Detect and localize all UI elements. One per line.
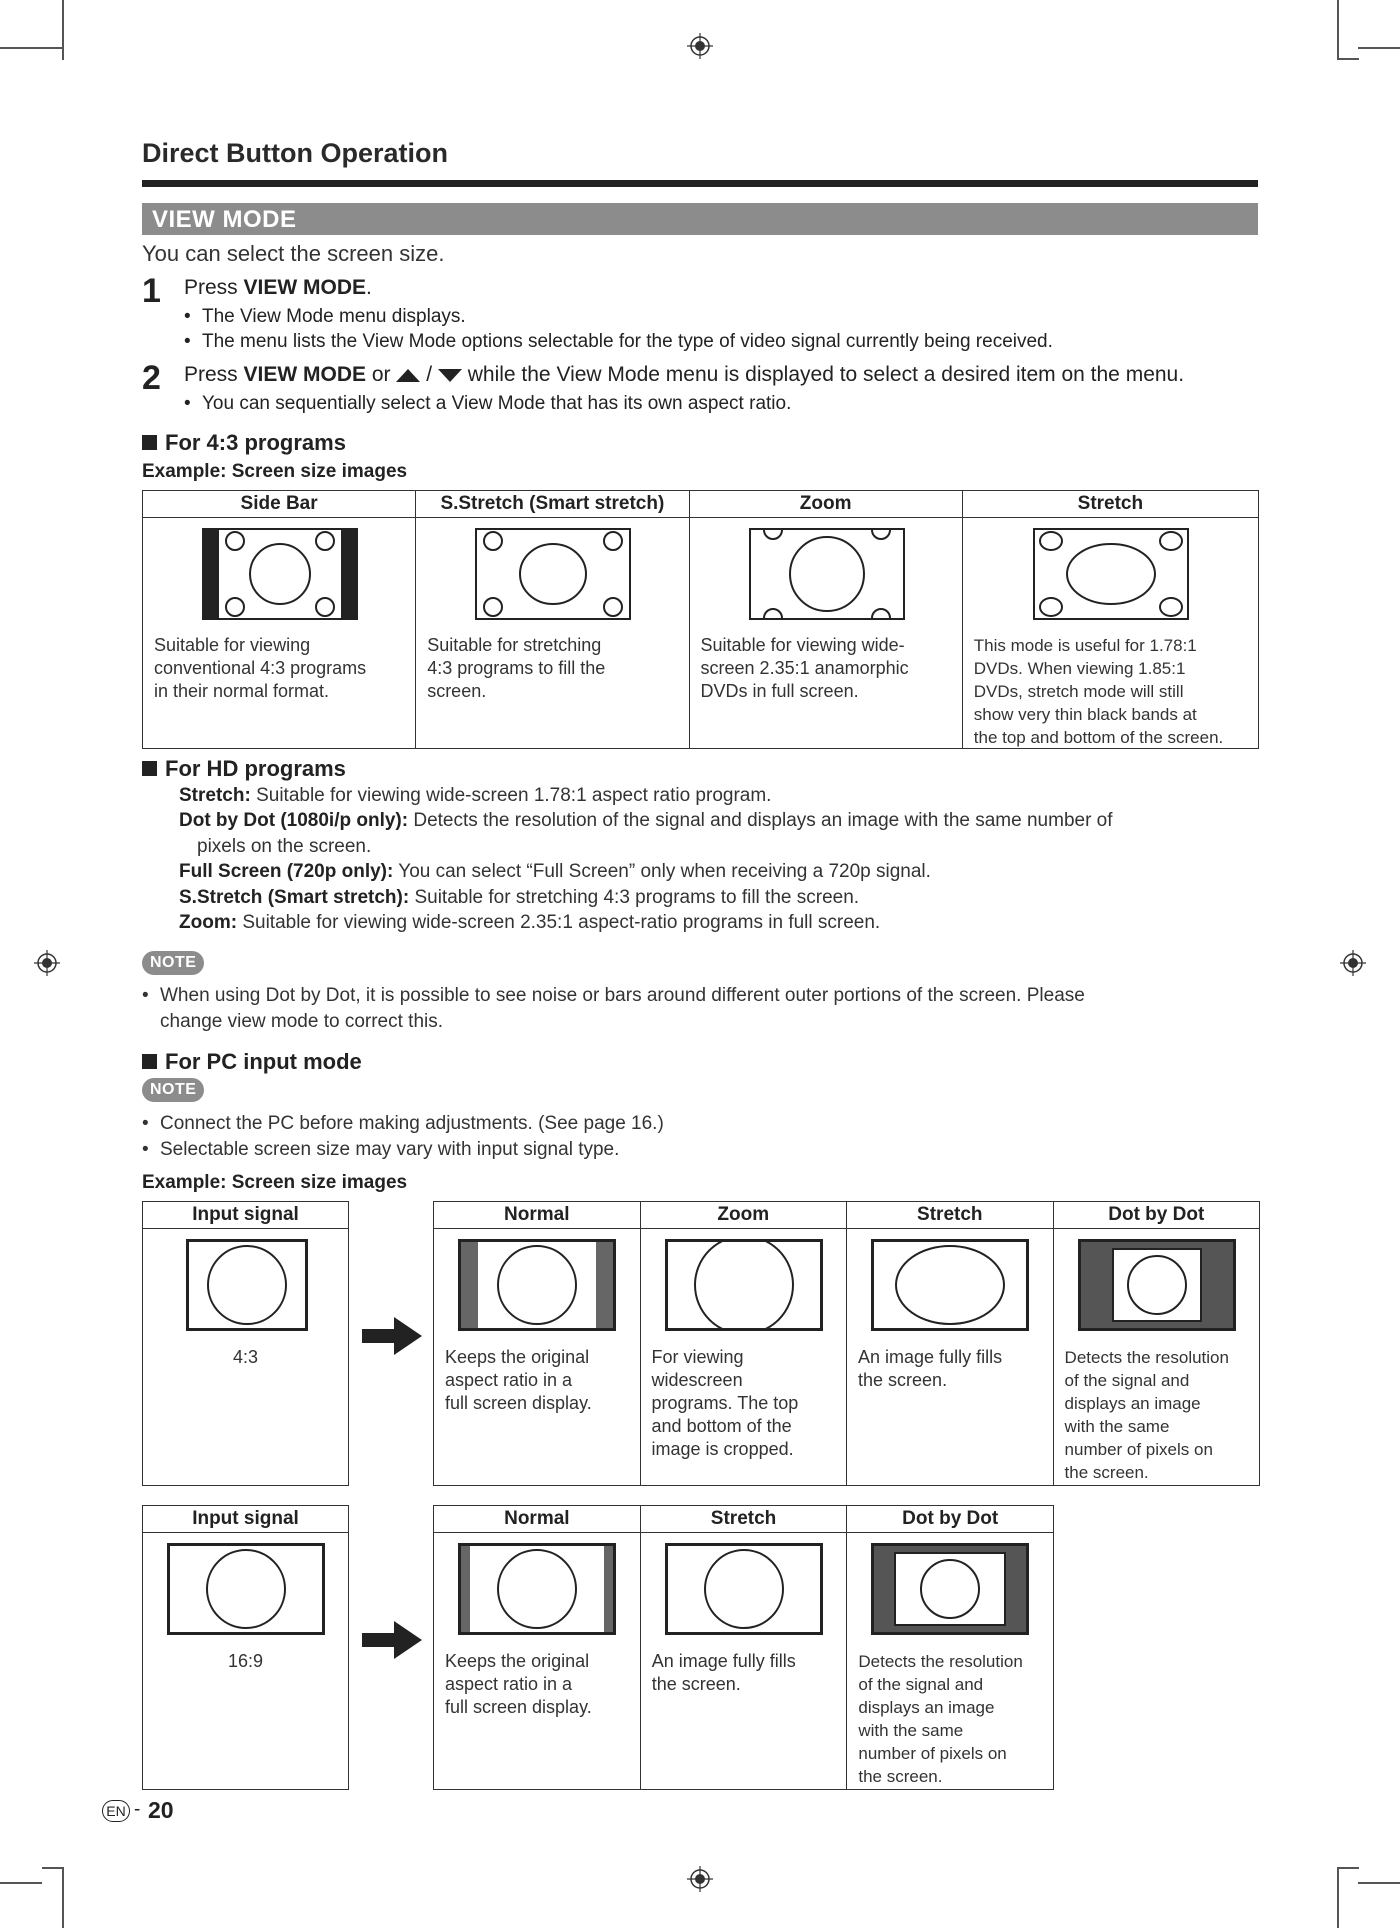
desc-line: 4:3 programs to fill the [427, 658, 606, 678]
hd-heading [142, 756, 346, 782]
input-ratio-label: 16:9 [227, 1651, 264, 1671]
hd-item-text: Detects the resolution of the signal and displays an image with the same number of [408, 810, 1113, 831]
pc-169-modes-table [433, 1505, 1054, 1790]
step-2-text [184, 363, 1184, 387]
note-line: Selectable screen size may vary with input signal type. [160, 1139, 620, 1160]
dot-by-dot-screen-image [871, 1543, 1029, 1635]
col-header-s-stretch: S.Stretch (Smart stretch) [416, 491, 689, 518]
hd-item [197, 836, 371, 858]
stretch-screen-image [1033, 528, 1189, 620]
s-stretch-screen-image [475, 528, 631, 620]
normal-screen-image [458, 1543, 616, 1635]
hd-item-label: S.Stretch (Smart stretch): [179, 887, 410, 908]
registration-mark-icon [34, 950, 60, 976]
note-line: Connect the PC before making adjustments. (See page 16.) [160, 1113, 664, 1134]
hd-item-text: Suitable for viewing wide-screen 2.35:1 aspect-ratio programs in full screen. [237, 912, 881, 933]
registration-mark-icon [687, 1866, 713, 1892]
desc-line: the top and bottom of the screen. [973, 728, 1224, 747]
side-bar-description [154, 634, 366, 703]
input-signal-header: Input signal [143, 1202, 349, 1229]
desc-line: full screen display. [445, 1393, 592, 1413]
desc-line: show very thin black bands at [973, 705, 1197, 724]
registration-mark-icon [1340, 950, 1366, 976]
step-number: 1 [142, 272, 161, 310]
normal-screen-image [458, 1239, 616, 1331]
step-1-bullet: • The View Mode menu displays. [202, 306, 466, 328]
input-ratio-label: 4:3 [232, 1347, 259, 1367]
language-badge: EN [102, 1800, 130, 1822]
desc-line: the screen. [651, 1674, 741, 1694]
dot-by-dot-screen-image [1078, 1239, 1236, 1331]
step-1-text [184, 276, 372, 300]
note-text: • When using Dot by Dot, it is possible to see noise or bars around different outer portions of the screen. Please change view mode to correct this. [142, 983, 1085, 1035]
stretch-screen-image [665, 1543, 823, 1635]
col-header-zoom: Zoom [640, 1202, 846, 1229]
hd-heading-text: For HD programs [165, 756, 346, 781]
down-arrow-icon [438, 368, 462, 382]
pc-heading-text: For PC input mode [165, 1049, 362, 1074]
note-line: When using Dot by Dot, it is possible to see noise or bars around different outer portions of the screen. Please [160, 985, 1085, 1006]
col-header-stretch: Stretch [847, 1202, 1054, 1229]
col-header-stretch: Stretch [640, 1506, 847, 1533]
desc-line: DVDs in full screen. [700, 681, 859, 701]
desc-line: Detects the resolution [1064, 1348, 1229, 1367]
step-1-bullet: • The menu lists the View Mode options selectable for the type of video signal currently being received. [202, 331, 1053, 353]
view-mode-key-label: VIEW MODE [243, 276, 367, 299]
col-header-dot-by-dot: Dot by Dot [847, 1506, 1054, 1533]
section-title: VIEW MODE [152, 206, 297, 233]
desc-line: screen 2.35:1 anamorphic [700, 658, 909, 678]
section-bar [142, 203, 1258, 235]
stretch-description [858, 1346, 1002, 1392]
hd-item-text: Suitable for stretching 4:3 programs to fill the screen. [409, 887, 860, 908]
section-intro: You can select the screen size. [142, 241, 445, 266]
hd-item [179, 861, 931, 883]
desc-line: Keeps the original [445, 1347, 590, 1367]
desc-line: full screen display. [445, 1697, 592, 1717]
hd-item [179, 887, 859, 909]
step-1-pre: Press [184, 276, 244, 299]
zoom-screen-image [749, 528, 905, 620]
zoom-screen-image [665, 1239, 823, 1331]
desc-line: the screen. [858, 1370, 948, 1390]
step-2-pre: Press [184, 363, 244, 386]
desc-line: aspect ratio in a [445, 1674, 573, 1694]
desc-line: and bottom of the [651, 1416, 792, 1436]
col-header-dot-by-dot: Dot by Dot [1053, 1202, 1259, 1229]
view-mode-key-label: VIEW MODE [243, 363, 367, 386]
col-header-side-bar: Side Bar [143, 491, 416, 518]
example-heading: Example: Screen size images [142, 461, 408, 482]
desc-line: DVDs, stretch mode will still [973, 682, 1184, 701]
step-2-mid: or [366, 363, 397, 386]
pc-notes: • Connect the PC before making adjustments. (See page 16.) • Selectable screen size may vary with input signal type. [142, 1113, 664, 1160]
desc-line: Detects the resolution [858, 1652, 1023, 1671]
desc-line: widescreen [651, 1370, 743, 1390]
programs43-heading [142, 430, 346, 456]
desc-line: screen. [427, 681, 487, 701]
input-169-screen-image [167, 1543, 325, 1635]
desc-line: Suitable for viewing [154, 635, 311, 655]
normal-description [445, 1650, 592, 1719]
col-header-normal: Normal [434, 1506, 641, 1533]
registration-mark-icon [687, 33, 713, 59]
stretch-screen-image [871, 1239, 1029, 1331]
hd-item [179, 810, 1113, 832]
desc-line: aspect ratio in a [445, 1370, 573, 1390]
input-signal-table [142, 1505, 349, 1790]
desc-line: in their normal format. [154, 681, 330, 701]
step-2-bullet: • You can sequentially select a View Mode that has its own aspect ratio. [202, 393, 791, 415]
desc-line: Keeps the original [445, 1651, 590, 1671]
desc-line: For viewing [651, 1347, 744, 1367]
programs43-heading-text: For 4:3 programs [165, 430, 346, 455]
desc-line: of the signal and [1064, 1371, 1190, 1390]
page-dash: - [134, 1799, 141, 1820]
hd-item-text: You can select “Full Screen” only when receiving a 720p signal. [393, 861, 931, 882]
desc-line: number of pixels on [1064, 1440, 1213, 1459]
hd-item-label: Full Screen (720p only): [179, 861, 394, 882]
desc-line: displays an image [858, 1698, 995, 1717]
hd-item-text: Suitable for viewing wide-screen 1.78:1 aspect ratio program. [250, 785, 772, 806]
desc-line: number of pixels on [858, 1744, 1007, 1763]
hd-item [179, 785, 771, 807]
hd-item-label: Zoom: [179, 912, 238, 933]
desc-line: the screen. [858, 1767, 943, 1786]
programs43-table [142, 490, 1259, 749]
desc-line: programs. The top [651, 1393, 799, 1413]
desc-line: This mode is useful for 1.78:1 [973, 636, 1197, 655]
desc-line: An image fully fills [858, 1347, 1003, 1367]
hd-item-text: pixels on the screen. [197, 836, 372, 857]
note-line: change view mode to correct this. [160, 1011, 444, 1032]
desc-line: DVDs. When viewing 1.85:1 [973, 659, 1186, 678]
desc-line: of the signal and [858, 1675, 984, 1694]
step-1-post: . [366, 276, 372, 299]
arrow-right-icon [362, 1621, 422, 1659]
note-badge: NOTE [142, 1078, 204, 1102]
stretch-description [652, 1650, 796, 1696]
page-title: Direct Button Operation [142, 138, 449, 168]
header-rule [142, 180, 1258, 187]
step-number: 2 [142, 359, 161, 397]
zoom-description [652, 1346, 799, 1461]
dot-by-dot-description [1065, 1346, 1229, 1484]
col-header-zoom: Zoom [689, 491, 962, 518]
hd-item-label: Dot by Dot (1080i/p only): [179, 810, 409, 831]
normal-description [445, 1346, 592, 1415]
pc-heading [142, 1049, 362, 1075]
dot-by-dot-description [858, 1650, 1022, 1788]
input-43-screen-image [186, 1239, 308, 1331]
desc-line: Suitable for stretching [427, 635, 602, 655]
desc-line: with the same [1064, 1417, 1170, 1436]
arrow-right-icon [362, 1317, 422, 1355]
s-stretch-description [427, 634, 605, 703]
desc-line: image is cropped. [651, 1439, 794, 1459]
desc-line: displays an image [1064, 1394, 1201, 1413]
zoom-description [701, 634, 909, 703]
hd-item-label: Stretch: [179, 785, 251, 806]
desc-line: Suitable for viewing wide- [700, 635, 905, 655]
col-header-normal: Normal [434, 1202, 641, 1229]
desc-line: conventional 4:3 programs [154, 658, 367, 678]
desc-line: with the same [858, 1721, 964, 1740]
side-bar-screen-image [202, 528, 358, 620]
step-2-post: while the View Mode menu is displayed to select a desired item on the menu. [461, 363, 1185, 386]
desc-line: the screen. [1064, 1463, 1149, 1482]
up-arrow-icon [396, 368, 420, 382]
desc-line: An image fully fills [651, 1651, 796, 1671]
stretch-description [974, 634, 1224, 749]
pc-43-modes-table [433, 1201, 1260, 1486]
input-signal-table [142, 1201, 349, 1486]
note-badge: NOTE [142, 951, 204, 975]
hd-item [179, 912, 880, 934]
step-2-sep: / [420, 363, 438, 386]
input-signal-header: Input signal [143, 1506, 349, 1533]
example-heading: Example: Screen size images [142, 1172, 408, 1193]
col-header-stretch: Stretch [962, 491, 1258, 518]
page-number: 20 [148, 1797, 174, 1823]
